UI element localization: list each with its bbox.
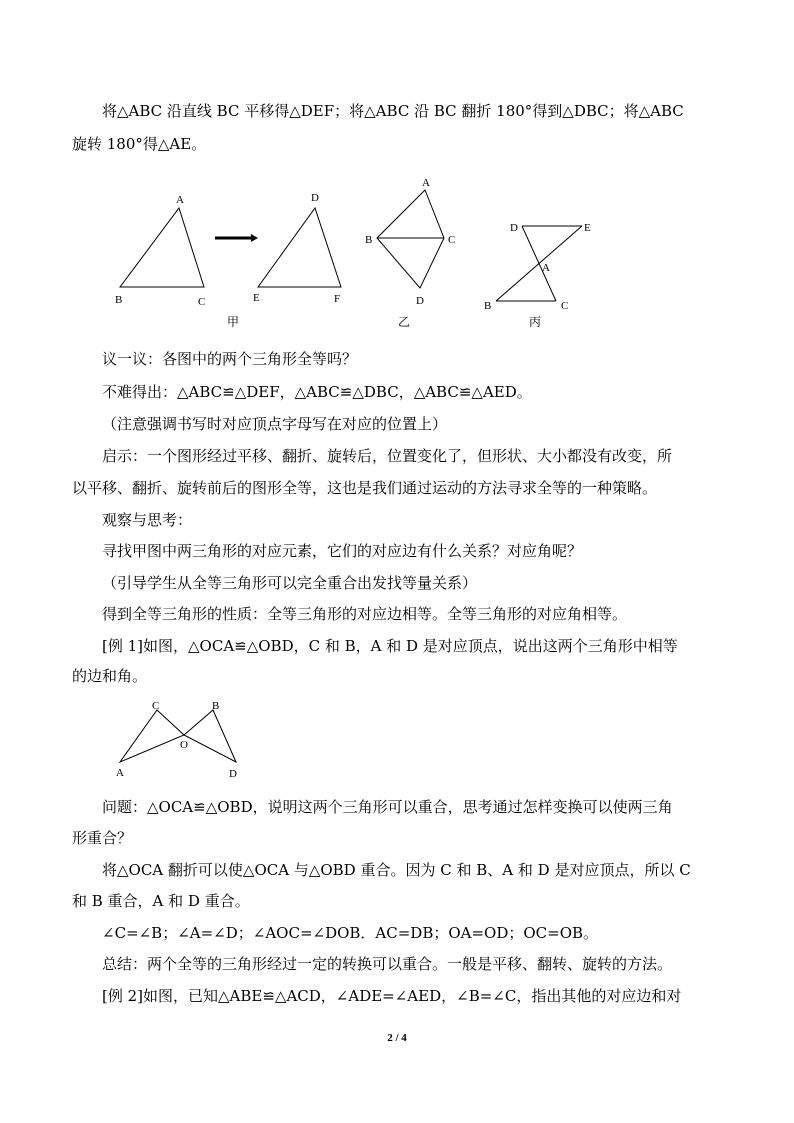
figure-jia <box>115 192 341 329</box>
triangle-def <box>258 208 341 287</box>
paragraph-line: 不难得出：△ABC≌△DEF，△ABC≌△DBC，△ABC≌△AED。 <box>102 383 532 401</box>
paragraph-line: 的边和角。 <box>72 667 148 685</box>
vertex-label: C <box>198 296 206 308</box>
vertex-label: C <box>561 300 569 312</box>
paragraph-line: [例 2]如图，已知△ABE≌△ACD，∠ADE=∠AED，∠B=∠C，指出其他的对应边和对 <box>102 987 682 1005</box>
paragraph-line: 以平移、翻折、旋转前后的图形全等，这也是我们通过运动的方法寻求全等的一种策略。 <box>72 479 658 497</box>
arrow-head <box>251 234 258 242</box>
vertex-label: E <box>253 292 260 304</box>
vertex-label: D <box>311 192 319 204</box>
segment-eb <box>496 226 582 301</box>
paragraph-line: 启示：一个图形经过平移、翻折、旋转后，位置变化了，但形状、大小都没有改变，所 <box>102 447 673 465</box>
paragraph-line: （注意强调书写时对应顶点字母写在对应的位置上） <box>102 415 448 433</box>
vertex-label: C <box>152 700 160 712</box>
paragraph-line: 和 B 重合，A 和 D 重合。 <box>72 892 250 910</box>
figure-caption: 丙 <box>529 315 542 329</box>
vertex-label: D <box>510 222 518 234</box>
figure-yi <box>365 177 455 329</box>
vertex-label: O <box>180 739 188 751</box>
vertex-label: A <box>176 194 184 206</box>
vertex-label: C <box>448 234 456 246</box>
vertex-label: B <box>115 294 123 306</box>
vertex-label: D <box>416 295 424 307</box>
paragraph-line: 问题：△OCA≌△OBD，说明这两个三角形可以重合，思考通过怎样变换可以使两三角 <box>102 798 673 816</box>
vertex-label: A <box>422 177 430 189</box>
vertex-label: E <box>584 222 591 234</box>
paragraph-line: （引导学生从全等三角形可以完全重合出发找等量关系） <box>102 574 478 592</box>
paragraph-line: 总结：两个全等的三角形经过一定的转换可以重合。一般是平移、翻转、旋转的方法。 <box>102 955 673 973</box>
paragraph-line: 旋转 180°得△AE。 <box>72 135 207 153</box>
paragraph-line: 得到全等三角形的性质：全等三角形的对应边相等。全等三角形的对应角相等。 <box>102 605 628 623</box>
quadrilateral-abdc <box>377 190 444 288</box>
vertex-label: F <box>334 293 341 305</box>
vertex-label: B <box>212 700 220 712</box>
triangle-oca <box>120 710 184 762</box>
paragraph-line: 将△OCA 翻折可以使△OCA 与△OBD 重合。因为 C 和 B、A 和 D 是对应顶点，所以 C <box>102 861 691 879</box>
paragraph-line: 观察与思考： <box>102 511 193 529</box>
vertex-label: A <box>116 767 124 779</box>
paragraph-line: 议一议：各图中的两个三角形全等吗？ <box>102 350 358 368</box>
figure-caption: 乙 <box>398 315 411 329</box>
paragraph-line: [例 1]如图，△OCA≌△OBD，C 和 B，A 和 D 是对应顶点，说出这两个三角形中相等 <box>102 637 678 655</box>
paragraph-line: ∠C=∠B；∠A=∠D；∠AOC=∠DOB．AC=DB；OA=OD；OC=OB。 <box>102 924 599 942</box>
vertex-label: B <box>365 234 373 246</box>
triangle-abc <box>120 208 204 287</box>
example1-figure <box>110 692 250 784</box>
paragraph-line: 形重合？ <box>72 829 133 847</box>
paragraph-line: 将△ABC 沿直线 BC 平移得△DEF；将△ABC 沿 BC 翻折 180°得到△DBC；将△ABC <box>102 102 684 120</box>
page-number: 2 / 4 <box>387 1032 407 1044</box>
figure-bing <box>484 222 591 329</box>
figure-caption: 甲 <box>227 315 240 329</box>
vertex-label: D <box>229 768 237 780</box>
vertex-label: A <box>542 262 550 274</box>
paragraph-line: 寻找甲图中两三角形的对应元素，它们的对应边有什么关系？对应角呢？ <box>102 542 583 560</box>
transformations-figure <box>100 165 620 335</box>
vertex-label: B <box>484 300 492 312</box>
triangle-obd <box>184 710 236 762</box>
